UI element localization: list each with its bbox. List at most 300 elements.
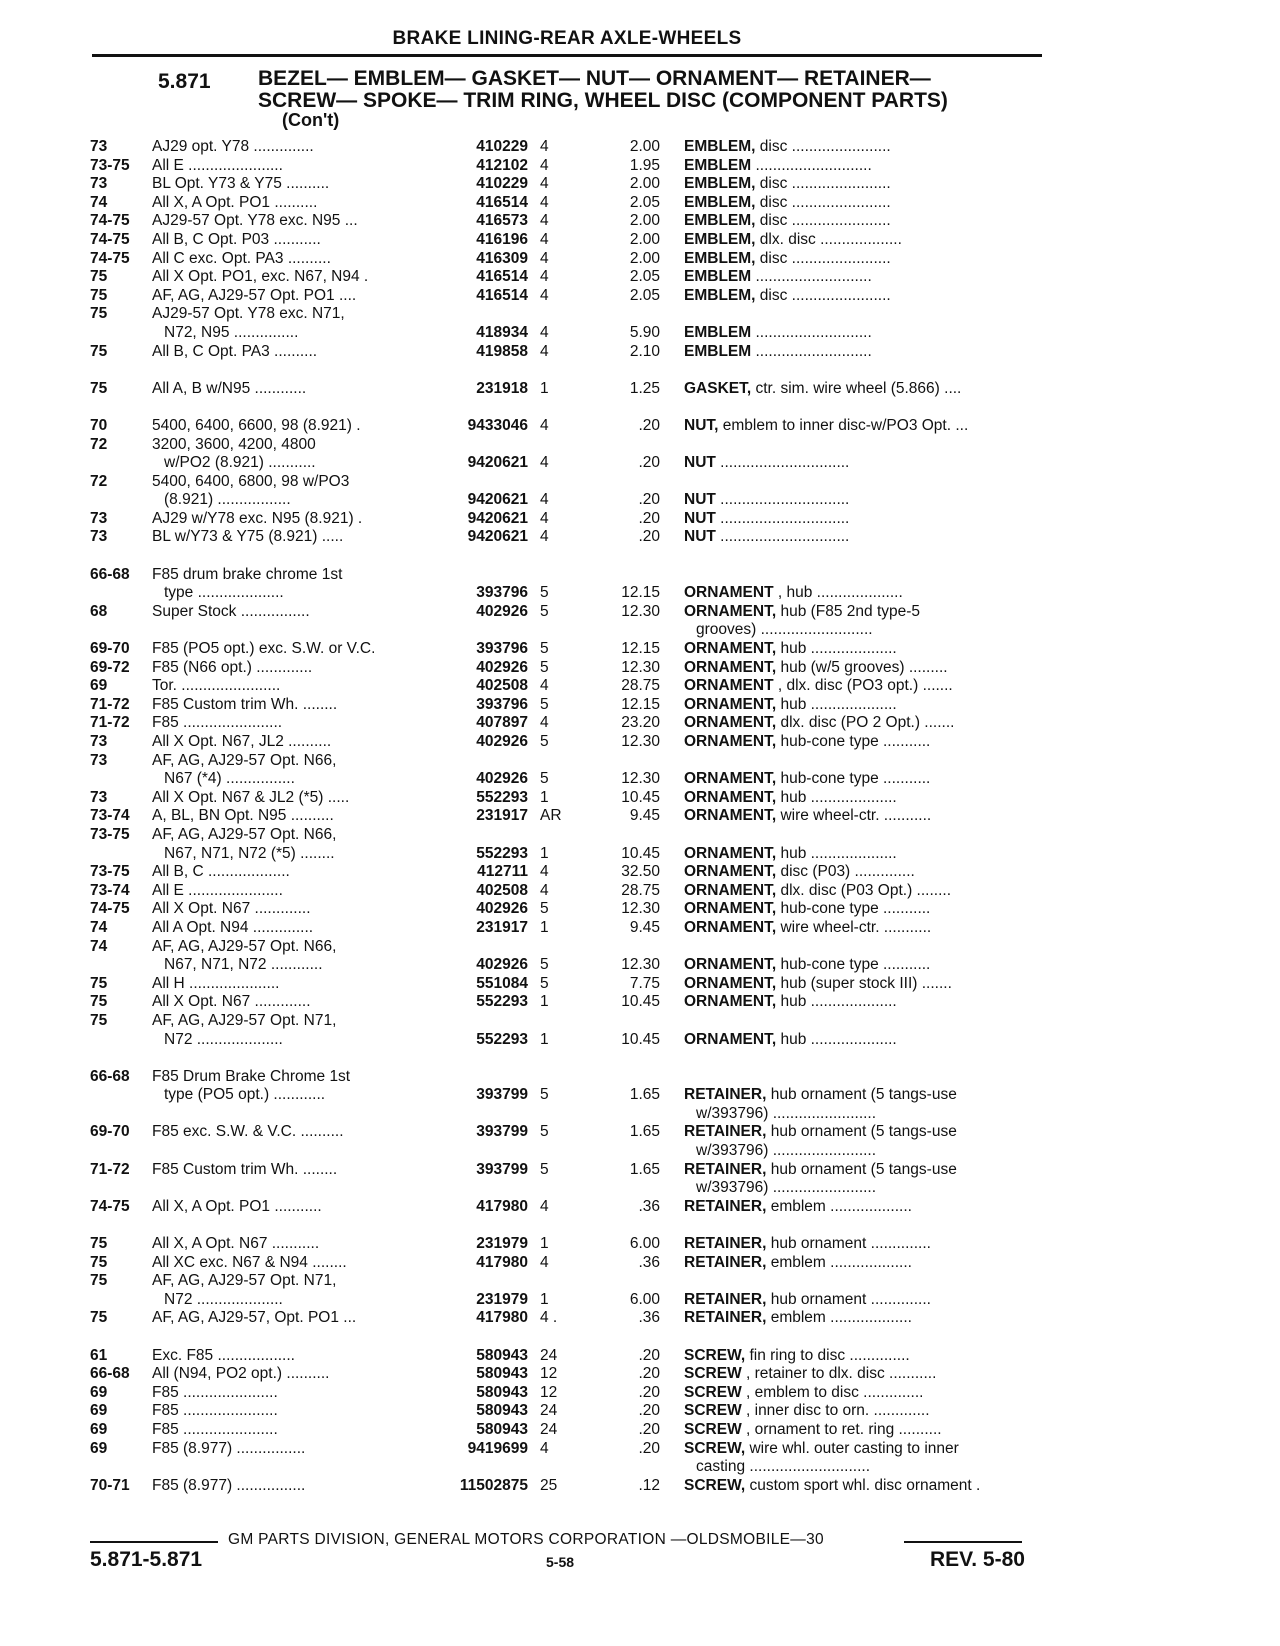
model-year: 75: [90, 993, 108, 1011]
part-detail: , dlx. disc (PO3 opt.) .......: [773, 677, 953, 695]
model-year: 72: [90, 435, 108, 453]
part-description: [684, 584, 1046, 603]
part-description: [684, 1347, 1046, 1366]
model-application: Exc. F85 ..................: [152, 1346, 295, 1364]
model-year: 70: [90, 416, 108, 434]
model-year: 69-72: [90, 658, 130, 676]
part-detail: casting ............................: [696, 1458, 870, 1476]
model-year: 69: [90, 677, 108, 695]
part-detail: wire whl. outer casting to inner: [745, 1439, 959, 1457]
part-detail: ...........................: [751, 268, 872, 286]
price: 2.00: [629, 249, 660, 267]
part-number: 580943: [476, 1365, 528, 1383]
part-name: EMBLEM: [684, 268, 752, 286]
model-year: 66-68: [90, 565, 130, 583]
model-year: 74-75: [90, 1197, 130, 1215]
part-description: [684, 1477, 1046, 1496]
footer-section-range: 5.871-5.871: [90, 1548, 203, 1571]
price: .36: [638, 1197, 660, 1215]
quantity: 5: [540, 695, 549, 713]
part-number: 9420621: [467, 509, 528, 527]
price: .20: [638, 1383, 660, 1401]
part-number: 416196: [476, 230, 528, 248]
model-application: type (PO5 opt.) ............: [164, 1086, 326, 1104]
part-description: [684, 1421, 1046, 1440]
model-year: 69: [90, 1420, 108, 1438]
model-application: A, BL, BN Opt. N95 ..........: [152, 807, 334, 825]
table-row: [0, 436, 1280, 455]
price: 32.50: [621, 863, 660, 881]
part-description: [684, 1440, 1046, 1459]
part-detail: w/393796) ........................: [696, 1104, 877, 1122]
model-year: 75: [90, 342, 108, 360]
part-name: SCREW: [684, 1402, 742, 1420]
model-year: 73-74: [90, 807, 130, 825]
table-row: [0, 1384, 1280, 1403]
quantity: 4: [540, 677, 549, 695]
model-application: AJ29 opt. Y78 ..............: [152, 138, 314, 155]
table-row: [0, 1086, 1280, 1105]
quantity: 5: [540, 584, 549, 602]
price: 6.00: [629, 1290, 660, 1308]
model-application: AF, AG, AJ29-57 Opt. N66,: [152, 751, 337, 769]
part-name: ORNAMENT: [684, 584, 774, 602]
price: .20: [638, 454, 660, 472]
part-name: ORNAMENT,: [684, 640, 777, 658]
part-name: RETAINER,: [684, 1290, 767, 1308]
table-row: [0, 1291, 1280, 1310]
part-description: [684, 696, 1046, 715]
quantity: 4: [540, 509, 549, 527]
price: .20: [638, 528, 660, 546]
part-detail: , hub ....................: [773, 584, 903, 602]
model-application: F85 exc. S.W. & V.C. ..........: [152, 1123, 344, 1141]
price: 12.30: [621, 900, 660, 918]
part-number: 402508: [476, 677, 528, 695]
price: 10.45: [621, 1030, 660, 1048]
part-detail: hub-cone type ...........: [776, 770, 931, 788]
table-row: [0, 677, 1280, 696]
part-detail: ...........................: [751, 156, 872, 174]
part-detail: w/393796) ........................: [696, 1179, 877, 1197]
quantity: 5: [540, 900, 549, 918]
model-year: 74-75: [90, 212, 130, 230]
part-detail: ..............................: [715, 509, 850, 527]
table-row: [0, 157, 1280, 176]
section-title-line2: SCREW— SPOKE— TRIM RING, WHEEL DISC (COMPONENT PARTS): [258, 89, 948, 112]
price: 12.30: [621, 770, 660, 788]
part-name: NUT: [684, 491, 716, 509]
part-number: 231979: [476, 1290, 528, 1308]
part-description: [684, 1254, 1046, 1273]
part-detail: emblem ...................: [766, 1197, 912, 1215]
model-application: AF, AG, AJ29-57 Opt. N71,: [152, 1011, 337, 1029]
quantity: 4: [540, 1439, 549, 1457]
model-application: F85 (PO5 opt.) exc. S.W. or V.C.: [152, 640, 376, 658]
quantity: 4: [540, 286, 549, 304]
price: 1.25: [629, 379, 660, 397]
part-number: 417980: [476, 1253, 528, 1271]
model-application: All X Opt. N67 .............: [152, 993, 311, 1011]
part-description: [684, 510, 1046, 529]
table-row: [0, 845, 1280, 864]
part-detail: , retainer to dlx. disc ...........: [741, 1365, 937, 1383]
model-application: AF, AG, AJ29-57 Opt. N66,: [152, 937, 337, 955]
part-description: [684, 491, 1046, 510]
part-description: [684, 1402, 1046, 1421]
table-row: [0, 528, 1280, 547]
page-header: BRAKE LINING-REAR AXLE-WHEELS: [392, 28, 742, 49]
model-year: 73-74: [90, 881, 130, 899]
model-year: 70-71: [90, 1476, 130, 1494]
model-application: 5400, 6400, 6600, 98 (8.921) .: [152, 416, 361, 434]
table-row: [0, 621, 1280, 640]
model-year: 71-72: [90, 1160, 130, 1178]
price: 12.15: [621, 695, 660, 713]
table-row: [0, 975, 1280, 994]
part-description: [684, 677, 1046, 696]
table-row: [0, 714, 1280, 733]
part-description: [684, 1365, 1046, 1384]
model-application: 3200, 3600, 4200, 4800: [152, 435, 316, 453]
part-description: [684, 231, 1046, 250]
quantity: 24: [540, 1402, 558, 1420]
table-row: [0, 919, 1280, 938]
part-description: [684, 993, 1046, 1012]
part-number: 393796: [476, 584, 528, 602]
table-row: [0, 566, 1280, 585]
part-detail: hub-cone type ...........: [776, 900, 931, 918]
table-row: [0, 1365, 1280, 1384]
part-number: 9420621: [467, 454, 528, 472]
price: 10.45: [621, 788, 660, 806]
section-title: [258, 68, 1038, 112]
model-year: 74-75: [90, 230, 130, 248]
model-year: 75: [90, 268, 108, 286]
part-number: 402508: [476, 881, 528, 899]
part-description: [684, 454, 1046, 473]
part-detail: hub ornament ..............: [766, 1235, 931, 1253]
table-row: [0, 603, 1280, 622]
model-application: All XC exc. N67 & N94 ........: [152, 1253, 347, 1271]
model-year: 73-75: [90, 156, 130, 174]
model-application: AF, AG, AJ29-57 Opt. N71,: [152, 1272, 337, 1290]
part-name: EMBLEM,: [684, 193, 756, 211]
part-description: [684, 621, 1046, 640]
part-name: RETAINER,: [684, 1309, 767, 1327]
part-number: 416573: [476, 212, 528, 230]
model-application: All X, A Opt. PO1 ...........: [152, 1197, 322, 1215]
part-name: ORNAMENT,: [684, 602, 777, 620]
price: 2.00: [629, 230, 660, 248]
part-number: 412102: [476, 156, 528, 174]
model-year: 71-72: [90, 714, 130, 732]
table-row: [0, 1477, 1280, 1496]
part-description: [684, 640, 1046, 659]
price: .20: [638, 1346, 660, 1364]
part-detail: dlx. disc ...................: [755, 230, 902, 248]
table-row: [0, 1272, 1280, 1291]
model-application: All X Opt. N67 .............: [152, 900, 311, 918]
table-row: [0, 733, 1280, 752]
model-application: 5400, 6400, 6800, 98 w/PO3: [152, 472, 350, 490]
part-name: EMBLEM,: [684, 230, 756, 248]
price: 28.75: [621, 881, 660, 899]
model-application: AF, AG, AJ29-57 Opt. N66,: [152, 825, 337, 843]
model-year: 74: [90, 193, 108, 211]
price: 12.30: [621, 602, 660, 620]
quantity: 4 .: [540, 1309, 558, 1327]
quantity: 12: [540, 1365, 558, 1383]
model-year: 75: [90, 305, 108, 323]
model-application: N67, N71, N72 ............: [164, 956, 323, 974]
quantity: 4: [540, 1253, 549, 1271]
price: 1.65: [629, 1086, 660, 1104]
table-row: [0, 343, 1280, 362]
part-detail: , ornament to ret. ring ..........: [741, 1420, 942, 1438]
model-year: 75: [90, 1309, 108, 1327]
part-number: 9419699: [467, 1439, 528, 1457]
footer-revision: REV. 5-80: [930, 1548, 1025, 1571]
part-detail: disc .......................: [755, 212, 891, 230]
part-detail: hub-cone type ...........: [776, 956, 931, 974]
table-row: [0, 1179, 1280, 1198]
part-description: [684, 956, 1046, 975]
part-detail: fin ring to disc ..............: [745, 1346, 910, 1364]
quantity: 4: [540, 138, 549, 155]
model-application: F85 Drum Brake Chrome 1st: [152, 1067, 351, 1085]
part-description: [684, 900, 1046, 919]
model-application: AJ29 w/Y78 exc. N95 (8.921) .: [152, 509, 363, 527]
table-row: [0, 1440, 1280, 1459]
model-year: 66-68: [90, 1067, 130, 1085]
model-application: All (N94, PO2 opt.) ..........: [152, 1365, 330, 1383]
quantity: 24: [540, 1420, 558, 1438]
part-description: [684, 343, 1046, 362]
model-year: 75: [90, 1235, 108, 1253]
price: .36: [638, 1253, 660, 1271]
model-application: N67, N71, N72 (*5) ........: [164, 844, 335, 862]
part-description: [684, 770, 1046, 789]
model-application: (8.921) .................: [164, 491, 291, 509]
model-application: All X Opt. PO1, exc. N67, N94 .: [152, 268, 369, 286]
part-number: 9433046: [467, 416, 528, 434]
part-description: [684, 1309, 1046, 1328]
part-detail: disc .......................: [755, 138, 891, 155]
model-application: BL Opt. Y73 & Y75 ..........: [152, 175, 330, 193]
part-description: [684, 882, 1046, 901]
price: 2.00: [629, 175, 660, 193]
model-application: F85 ......................: [152, 1402, 278, 1420]
table-row: [0, 752, 1280, 771]
model-application: All B, C Opt. PA3 ..........: [152, 342, 318, 360]
table-row: [0, 1235, 1280, 1254]
model-application: All E ......................: [152, 881, 283, 899]
table-row: [0, 1105, 1280, 1124]
part-detail: hub ....................: [776, 844, 897, 862]
price: 1.65: [629, 1160, 660, 1178]
price: 28.75: [621, 677, 660, 695]
part-name: NUT: [684, 528, 716, 546]
model-year: 73: [90, 175, 108, 193]
part-number: 402926: [476, 956, 528, 974]
part-name: RETAINER,: [684, 1235, 767, 1253]
quantity: 5: [540, 602, 549, 620]
quantity: 4: [540, 881, 549, 899]
part-description: [684, 1161, 1046, 1180]
table-row: [0, 1198, 1280, 1217]
part-name: ORNAMENT,: [684, 788, 777, 806]
part-detail: dlx. disc (PO 2 Opt.) .......: [776, 714, 955, 732]
part-detail: dlx. disc (P03 Opt.) ........: [776, 881, 951, 899]
part-description: [684, 194, 1046, 213]
model-application: F85 .......................: [152, 714, 283, 732]
model-year: 75: [90, 1272, 108, 1290]
model-application: F85 ......................: [152, 1383, 278, 1401]
model-application: F85 Custom trim Wh. ........: [152, 1160, 338, 1178]
table-row: [0, 900, 1280, 919]
part-detail: , inner disc to orn. .............: [741, 1402, 930, 1420]
table-row: [0, 1161, 1280, 1180]
part-name: EMBLEM,: [684, 249, 756, 267]
part-number: 11502875: [459, 1476, 528, 1494]
quantity: 5: [540, 733, 549, 750]
part-detail: ctr. sim. wire wheel (5.866) ....: [751, 379, 962, 397]
part-name: GASKET,: [684, 379, 752, 397]
part-detail: disc (P03) ..............: [776, 863, 915, 881]
quantity: 4: [540, 714, 549, 732]
model-year: 73: [90, 528, 108, 546]
part-number: 393796: [476, 640, 528, 658]
part-name: ORNAMENT,: [684, 714, 777, 732]
part-description: [684, 287, 1046, 306]
part-description: [684, 157, 1046, 176]
model-application: All X Opt. N67, JL2 ..........: [152, 733, 332, 750]
model-year: 69: [90, 1383, 108, 1401]
price: .20: [638, 491, 660, 509]
price: 2.00: [629, 138, 660, 155]
part-number: 580943: [476, 1420, 528, 1438]
part-detail: ...........................: [751, 342, 872, 360]
model-year: 73-75: [90, 863, 130, 881]
price: .20: [638, 1402, 660, 1420]
table-row: [0, 770, 1280, 789]
table-row: [0, 882, 1280, 901]
part-description: [684, 733, 1046, 752]
part-name: ORNAMENT,: [684, 993, 777, 1011]
part-name: RETAINER,: [684, 1253, 767, 1271]
table-row: [0, 1012, 1280, 1031]
price: 12.15: [621, 640, 660, 658]
part-name: ORNAMENT: [684, 677, 774, 695]
part-number: 416514: [476, 193, 528, 211]
model-year: 73-75: [90, 825, 130, 843]
part-number: 231979: [476, 1235, 528, 1253]
part-number: 419858: [476, 342, 528, 360]
model-year: 75: [90, 974, 108, 992]
part-number: 580943: [476, 1346, 528, 1364]
part-description: [684, 1086, 1046, 1105]
model-year: 75: [90, 1253, 108, 1271]
part-name: EMBLEM,: [684, 286, 756, 304]
table-row: [0, 231, 1280, 250]
model-application: type ....................: [164, 584, 284, 602]
price: 12.30: [621, 733, 660, 750]
model-application: All H .....................: [152, 974, 280, 992]
part-number: 418934: [476, 323, 528, 341]
footer-rule-left: [90, 1541, 218, 1543]
table-row: [0, 287, 1280, 306]
model-year: 68: [90, 602, 108, 620]
price: 2.00: [629, 212, 660, 230]
part-detail: disc .......................: [755, 286, 891, 304]
price: 1.65: [629, 1123, 660, 1141]
part-description: [684, 919, 1046, 938]
part-name: EMBLEM: [684, 323, 752, 341]
part-number: 402926: [476, 900, 528, 918]
part-name: ORNAMENT,: [684, 844, 777, 862]
part-detail: emblem ...................: [766, 1309, 912, 1327]
part-detail: ..............................: [715, 528, 850, 546]
quantity: 4: [540, 268, 549, 286]
price: .20: [638, 1420, 660, 1438]
model-application: w/PO2 (8.921) ...........: [164, 454, 316, 472]
part-description: [684, 1235, 1046, 1254]
table-row: [0, 473, 1280, 492]
quantity: 5: [540, 974, 549, 992]
quantity: 4: [540, 193, 549, 211]
part-name: ORNAMENT,: [684, 770, 777, 788]
model-year: 73: [90, 733, 108, 750]
part-name: EMBLEM: [684, 156, 752, 174]
part-description: [684, 1291, 1046, 1310]
model-application: All A Opt. N94 ..............: [152, 918, 314, 936]
table-row: [0, 956, 1280, 975]
part-detail: hub-cone type ...........: [776, 733, 931, 750]
quantity: 4: [540, 323, 549, 341]
table-row: [0, 491, 1280, 510]
price: .20: [638, 509, 660, 527]
part-description: [684, 212, 1046, 231]
part-number: 580943: [476, 1402, 528, 1420]
table-row: [0, 696, 1280, 715]
part-detail: hub ....................: [776, 993, 897, 1011]
part-name: NUT: [684, 509, 716, 527]
part-number: 393799: [476, 1086, 528, 1104]
table-row: [0, 826, 1280, 845]
part-description: [684, 863, 1046, 882]
model-year: 74: [90, 937, 108, 955]
table-row: [0, 454, 1280, 473]
price: 5.90: [629, 323, 660, 341]
model-year: 69: [90, 1402, 108, 1420]
model-application: N67 (*4) ................: [164, 770, 295, 788]
part-number: 410229: [476, 175, 528, 193]
part-description: [684, 789, 1046, 808]
part-detail: , emblem to disc ..............: [741, 1383, 924, 1401]
section-number: 5.871: [158, 70, 211, 93]
part-number: 551084: [476, 974, 528, 992]
part-description: [684, 268, 1046, 287]
model-year: 75: [90, 1011, 108, 1029]
price: 23.20: [621, 714, 660, 732]
part-description: [684, 714, 1046, 733]
part-detail: emblem ...................: [766, 1253, 912, 1271]
model-application: F85 ......................: [152, 1420, 278, 1438]
table-row: [0, 789, 1280, 808]
price: .36: [638, 1309, 660, 1327]
model-application: F85 (8.977) ................: [152, 1476, 306, 1494]
